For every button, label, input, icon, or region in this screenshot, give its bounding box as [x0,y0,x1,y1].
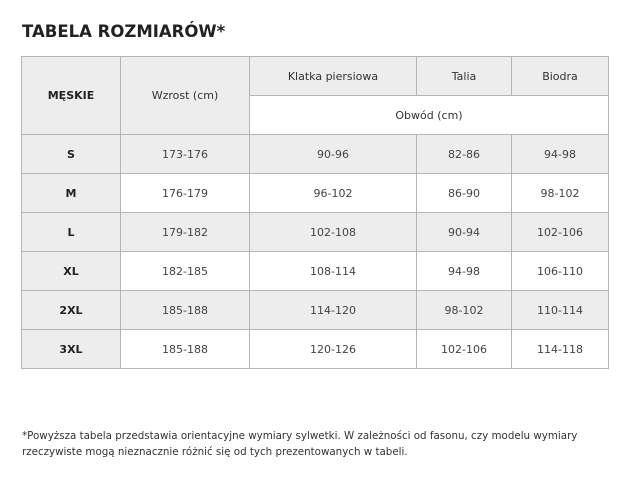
hips-cell: 106-110 [512,252,609,291]
height-cell: 173-176 [121,135,250,174]
hips-cell: 94-98 [512,135,609,174]
height-cell: 182-185 [121,252,250,291]
header-height: Wzrost (cm) [121,57,250,135]
height-cell: 185-188 [121,330,250,369]
height-cell: 179-182 [121,213,250,252]
waist-cell: 98-102 [417,291,512,330]
waist-cell: 94-98 [417,252,512,291]
table-row [22,291,609,330]
hips-cell: 110-114 [512,291,609,330]
header-men: MĘSKIE [22,57,121,135]
waist-cell: 90-94 [417,213,512,252]
hips-cell: 114-118 [512,330,609,369]
header-circumference: Obwód (cm) [250,96,609,135]
size-cell: S [22,135,121,174]
table-row [22,252,609,291]
header-waist: Talia [417,57,512,96]
chest-cell: 114-120 [250,291,417,330]
table-row [22,174,609,213]
size-cell: 3XL [22,330,121,369]
table-row [22,330,609,369]
footnote-line-1: *Powyższa tabela przedstawia orientacyjne wymiary sylwetki. W zależności od fasonu, czy modelu wymiary [22,430,578,442]
footnote-line-2: rzeczywiste mogą nieznacznie różnić się od tych prezentowanych w tabeli. [22,446,408,458]
hips-cell: 98-102 [512,174,609,213]
hips-cell: 102-106 [512,213,609,252]
table-row [22,213,609,252]
chest-cell: 102-108 [250,213,417,252]
size-table [21,56,609,369]
table-row [22,135,609,174]
waist-cell: 102-106 [417,330,512,369]
chest-cell: 108-114 [250,252,417,291]
height-cell: 176-179 [121,174,250,213]
size-cell: XL [22,252,121,291]
size-cell: 2XL [22,291,121,330]
header-hips: Biodra [512,57,609,96]
chest-cell: 120-126 [250,330,417,369]
header-chest: Klatka piersiowa [250,57,417,96]
waist-cell: 86-90 [417,174,512,213]
footnote [22,428,612,460]
size-cell: M [22,174,121,213]
chest-cell: 96-102 [250,174,417,213]
chest-cell: 90-96 [250,135,417,174]
height-cell: 185-188 [121,291,250,330]
size-cell: L [22,213,121,252]
page-title: TABELA ROZMIARÓW* [22,22,226,41]
waist-cell: 82-86 [417,135,512,174]
